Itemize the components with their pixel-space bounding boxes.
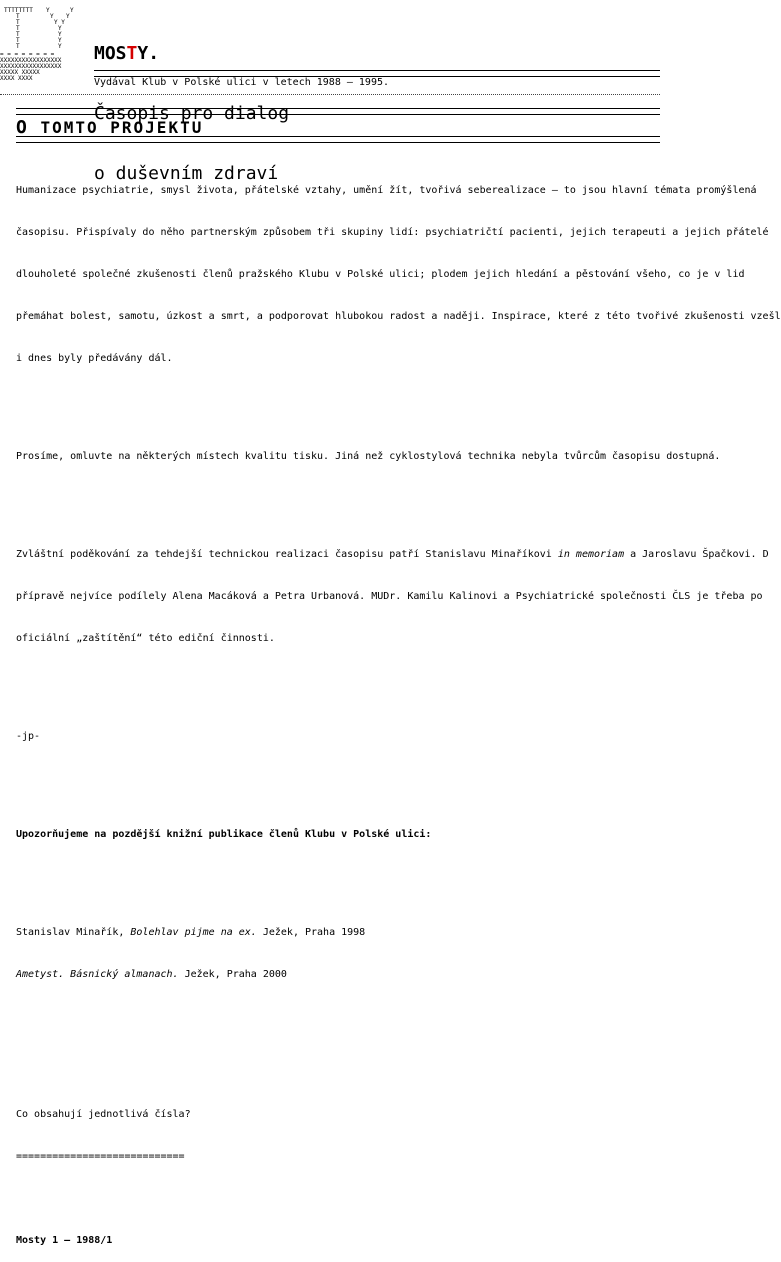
heading-initial: O — [16, 117, 29, 138]
svg-text:XXXXX XXXXX: XXXXX XXXXX — [0, 69, 40, 76]
issues-question: Co obsahují jednotlivá čísla? — [16, 1109, 191, 1120]
intro-line: přemáhat bolest, samotu, úzkost a smrt, a podporovat hlubokou radost a naději. Inspirace, které z této tvořivé zkušenosti vzešl — [16, 311, 781, 322]
intro-line: dlouholeté společné zkušenosti členů pražského Klubu v Polské ulici; plodem jejich hledání a pěstování všeho, co je v lid — [16, 269, 745, 280]
thanks-italic: in memoriam — [557, 549, 625, 560]
svg-text:= = = = = = = =: = = = = = = = = — [0, 51, 55, 58]
mosty-logo — [0, 6, 82, 82]
svg-text:Y: Y — [58, 31, 62, 38]
heading-rule-bottom — [16, 136, 660, 143]
book-item — [16, 926, 716, 940]
svg-text:Y: Y — [46, 7, 50, 14]
book-author: Stanislav Minařík, — [16, 927, 131, 938]
book-title: Ametyst. Básnický almanach. — [16, 969, 179, 980]
svg-text:Y Y: Y Y — [54, 19, 65, 26]
heading-rest: TOMTO PROJEKTU — [28, 118, 204, 137]
svg-text:XXXXXXXXXXXXXXXXX: XXXXXXXXXXXXXXXXX — [0, 57, 62, 64]
book-notice — [16, 828, 716, 842]
thanks-text-end: a Jaroslavu Špačkovi. D — [624, 549, 769, 560]
book-publisher: Ježek, Praha 1998 — [256, 927, 366, 938]
svg-text:Y: Y — [50, 13, 54, 20]
svg-text:T: T — [16, 25, 20, 32]
brand-title-t: T — [126, 43, 138, 64]
issue-1-label[interactable]: Mosty 1 – 1988/1 — [16, 1235, 113, 1246]
svg-text:Y: Y — [70, 7, 74, 14]
svg-text:T: T — [16, 31, 20, 38]
svg-text:XXXX XXXX: XXXX XXXX — [0, 75, 33, 82]
brand-title-suffix: Y. — [137, 43, 160, 64]
brand-title-prefix: MOS — [94, 43, 127, 64]
page-heading — [16, 117, 203, 138]
brand-title — [94, 44, 289, 64]
brand-subtitle-2: o duševním zdraví — [94, 163, 279, 184]
heading-rule-top — [16, 108, 660, 115]
book-publisher: Ježek, Praha 2000 — [178, 969, 287, 980]
signature: -jp- — [16, 731, 41, 742]
svg-text:Y: Y — [66, 13, 70, 20]
thanks-line: oficiální „zaštítění“ této ediční činnosti. — [16, 633, 275, 644]
svg-text:T: T — [16, 43, 20, 50]
thanks-line: přípravě nejvíce podílely Alena Macáková a Petra Urbanová. MUDr. Kamilu Kalinovi a Psychiatrické společnosti ČLS je třeba po — [16, 591, 763, 602]
svg-text:Y: Y — [58, 25, 62, 32]
issue-link — [16, 1234, 716, 1248]
thanks-line — [16, 548, 769, 562]
intro-line: Humanizace psychiatrie, smysl života, přátelské vztahy, umění žít, tvořivá seberealizace – to jsou hlavní témata promýšlená — [16, 185, 757, 196]
print-quality-note: Prosíme, omluvte na některých místech kvalitu tisku. Jiná než cyklostylová technika nebyla tvůrcům časopisu dostupná. — [16, 451, 721, 462]
svg-text:Y: Y — [58, 43, 62, 50]
svg-text:T: T — [16, 37, 20, 44]
publisher-line: Vydával Klub v Polské ulici v letech 1988 – 1995. — [94, 77, 390, 88]
svg-text:T: T — [16, 13, 20, 20]
svg-text:Y: Y — [58, 37, 62, 44]
svg-text:XXXXXXXXXXXXXXXXX: XXXXXXXXXXXXXXXXX — [0, 63, 62, 70]
thanks-text: Zvláštní poděkování za tehdejší technickou realizaci časopisu patří Stanislavu Minaříkovi — [16, 549, 558, 560]
intro-line: i dnes byly předávány dál. — [16, 353, 173, 364]
intro-line: časopisu. Přispívaly do něho partnerským způsobem tři skupiny lidí: psychiatričtí pacienti, jejich terapeuti a jejich přátelé — [16, 227, 769, 238]
book-title: Bolehlav pijme na ex. — [130, 927, 257, 938]
top-dotted-line — [0, 94, 660, 95]
brand-subtitle-1: Časopis pro dialog — [94, 103, 290, 124]
issues-question-underline: ============================ — [16, 1151, 185, 1162]
book-notice-text: Upozorňujeme na pozdější knižní publikace členů Klubu v Polské ulici: — [16, 829, 432, 840]
svg-text:TTTTTTTT: TTTTTTTT — [4, 7, 33, 14]
project-content — [16, 156, 781, 1262]
svg-text:T: T — [16, 19, 20, 26]
brand-divider — [94, 70, 660, 77]
book-item — [16, 968, 716, 982]
